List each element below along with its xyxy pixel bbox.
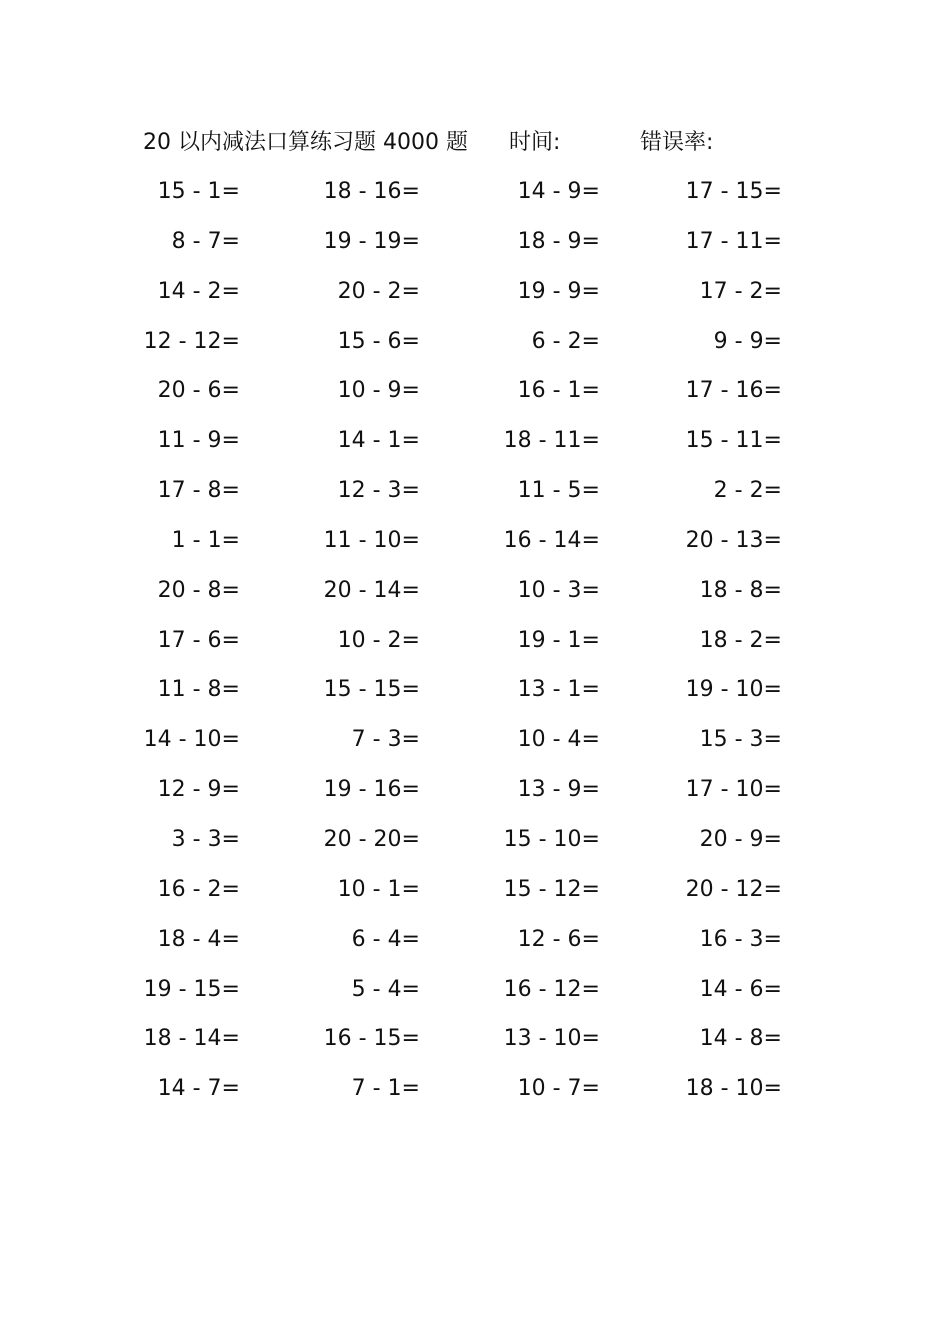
subtraction-problem: 7 - 1= (351, 1076, 420, 1102)
subtraction-problem: 16 - 12= (503, 976, 600, 1002)
subtraction-problem: 17 - 11= (685, 228, 782, 254)
subtraction-problem: 6 - 2= (531, 328, 600, 354)
subtraction-problem: 14 - 1= (337, 428, 420, 454)
subtraction-problem: 17 - 16= (685, 378, 782, 404)
worksheet-header (143, 126, 823, 160)
problem-row (0, 823, 950, 873)
subtraction-problem: 17 - 15= (685, 179, 782, 204)
subtraction-problem: 15 - 15= (323, 677, 420, 703)
subtraction-problem: 3 - 3= (171, 826, 240, 852)
subtraction-problem: 10 - 7= (517, 1076, 600, 1102)
subtraction-problem: 14 - 7= (157, 1076, 240, 1102)
subtraction-problem: 11 - 5= (517, 478, 600, 504)
subtraction-problem: 18 - 11= (503, 428, 600, 454)
subtraction-problem: 18 - 8= (699, 577, 782, 603)
subtraction-problem: 12 - 12= (143, 328, 240, 354)
subtraction-problem: 15 - 10= (503, 826, 600, 852)
subtraction-problem: 14 - 6= (699, 976, 782, 1002)
problem-row (0, 325, 950, 375)
problem-row (0, 773, 950, 823)
error-rate-label: 错误率: (640, 130, 714, 155)
subtraction-problem: 14 - 8= (699, 1026, 782, 1052)
worksheet-title: 20 以内减法口算练习题 4000 题 (143, 130, 468, 155)
subtraction-problem: 12 - 9= (157, 777, 240, 803)
subtraction-problem: 20 - 20= (323, 826, 420, 852)
subtraction-problem: 20 - 6= (157, 378, 240, 404)
subtraction-problem: 8 - 7= (171, 228, 240, 254)
subtraction-problem: 16 - 1= (517, 378, 600, 404)
problem-row (0, 673, 950, 723)
subtraction-problem: 17 - 10= (685, 777, 782, 803)
subtraction-problem: 20 - 9= (699, 826, 782, 852)
problem-row (0, 524, 950, 574)
subtraction-problem: 18 - 2= (699, 627, 782, 653)
subtraction-problem: 15 - 12= (503, 876, 600, 902)
subtraction-problem: 14 - 2= (157, 278, 240, 304)
problem-row (0, 723, 950, 773)
subtraction-problem: 7 - 3= (351, 727, 420, 753)
problem-row (0, 973, 950, 1023)
subtraction-problem: 17 - 6= (157, 627, 240, 653)
subtraction-problem: 15 - 11= (685, 428, 782, 454)
problem-row (0, 873, 950, 923)
subtraction-problem: 16 - 3= (699, 926, 782, 952)
time-label: 时间: (509, 130, 561, 155)
subtraction-problem: 19 - 16= (323, 777, 420, 803)
subtraction-problem: 16 - 15= (323, 1026, 420, 1052)
subtraction-problem: 13 - 10= (503, 1026, 600, 1052)
subtraction-problem: 10 - 4= (517, 727, 600, 753)
subtraction-problem: 19 - 19= (323, 228, 420, 254)
problem-row (0, 1022, 950, 1072)
problem-row (0, 225, 950, 275)
subtraction-problem: 17 - 8= (157, 478, 240, 504)
subtraction-problem: 9 - 9= (713, 328, 782, 354)
problem-row (0, 474, 950, 524)
subtraction-problem: 14 - 10= (143, 727, 240, 753)
subtraction-problem: 11 - 10= (323, 527, 420, 553)
subtraction-problem: 14 - 9= (517, 179, 600, 204)
subtraction-problem: 20 - 12= (685, 876, 782, 902)
subtraction-problem: 11 - 8= (157, 677, 240, 703)
problem-row (0, 1072, 950, 1122)
subtraction-problem: 10 - 9= (337, 378, 420, 404)
subtraction-problem: 6 - 4= (351, 926, 420, 952)
problem-row (0, 175, 950, 225)
subtraction-problem: 15 - 1= (157, 179, 240, 204)
subtraction-problem: 20 - 14= (323, 577, 420, 603)
subtraction-problem: 20 - 8= (157, 577, 240, 603)
problem-row (0, 624, 950, 674)
problem-row (0, 374, 950, 424)
subtraction-problem: 19 - 10= (685, 677, 782, 703)
subtraction-problem: 19 - 15= (143, 976, 240, 1002)
subtraction-problem: 2 - 2= (713, 478, 782, 504)
subtraction-problem: 18 - 9= (517, 228, 600, 254)
subtraction-problem: 13 - 9= (517, 777, 600, 803)
subtraction-problem: 18 - 10= (685, 1076, 782, 1102)
subtraction-problem: 16 - 14= (503, 527, 600, 553)
subtraction-problem: 10 - 2= (337, 627, 420, 653)
subtraction-problem: 1 - 1= (171, 527, 240, 553)
subtraction-problem: 5 - 4= (351, 976, 420, 1002)
subtraction-problem: 15 - 6= (337, 328, 420, 354)
subtraction-problem: 18 - 14= (143, 1026, 240, 1052)
subtraction-problem: 13 - 1= (517, 677, 600, 703)
problem-row (0, 424, 950, 474)
subtraction-problem: 19 - 1= (517, 627, 600, 653)
problem-row (0, 923, 950, 973)
subtraction-problem: 19 - 9= (517, 278, 600, 304)
subtraction-problem: 20 - 13= (685, 527, 782, 553)
subtraction-problem: 15 - 3= (699, 727, 782, 753)
subtraction-problem: 18 - 4= (157, 926, 240, 952)
subtraction-problem: 12 - 3= (337, 478, 420, 504)
subtraction-problem: 20 - 2= (337, 278, 420, 304)
subtraction-problem: 12 - 6= (517, 926, 600, 952)
problem-row (0, 275, 950, 325)
subtraction-problem: 11 - 9= (157, 428, 240, 454)
problem-row (0, 574, 950, 624)
subtraction-problem: 10 - 1= (337, 876, 420, 902)
subtraction-problem: 17 - 2= (699, 278, 782, 304)
subtraction-problem: 18 - 16= (323, 179, 420, 204)
subtraction-problem: 16 - 2= (157, 876, 240, 902)
problem-grid (0, 175, 950, 1122)
subtraction-problem: 10 - 3= (517, 577, 600, 603)
